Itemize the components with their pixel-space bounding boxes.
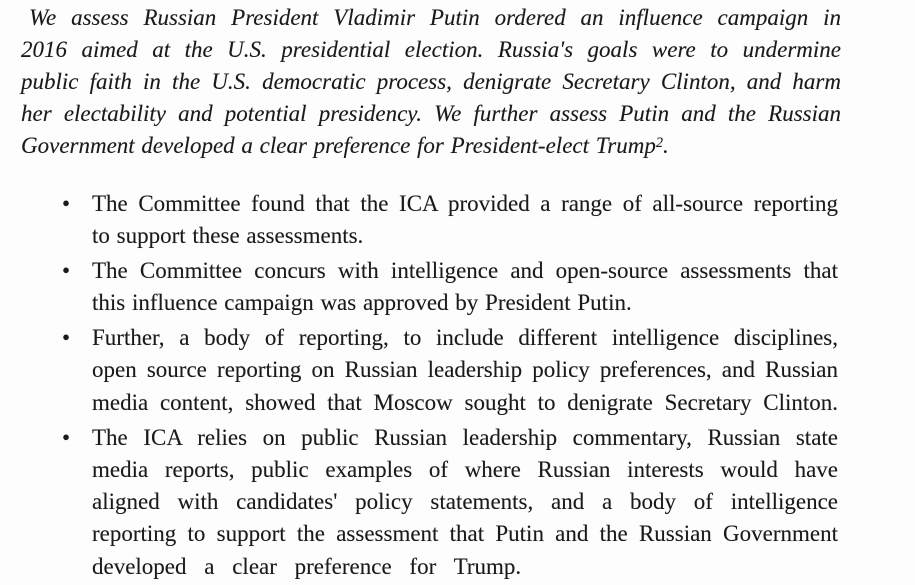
text-segment: Government developed a clear preference for President-elect Trump — [21, 133, 656, 158]
assessment-paragraph-line: 2016 aimed at the U.S. presidential election. Russia's goals were to undermine — [21, 37, 841, 62]
assessment-paragraph — [21, 2, 841, 162]
bullet-item — [62, 322, 838, 419]
assessment-paragraph-line — [21, 130, 841, 162]
bullet-icon: • — [62, 424, 71, 450]
bullet-text-line: The Committee concurs with intelligence and open-source assessments that — [92, 258, 838, 284]
assessment-paragraph-line: her electability and potential presidency. We further assess Putin and the Russian — [21, 101, 841, 126]
assessment-paragraph-line: public faith in the U.S. democratic process, denigrate Secretary Clinton, and harm — [21, 69, 841, 94]
bullet-item — [62, 255, 838, 320]
bullet-text-line: aligned with candidates' policy statements, and a body of intelligence — [92, 489, 838, 515]
bullet-item — [62, 422, 838, 583]
bullet-item — [62, 188, 838, 253]
bullet-text-line: open source reporting on Russian leadership policy preferences, and Russian — [92, 357, 838, 383]
bullet-text-line: to support these assessments. — [92, 223, 364, 249]
bullet-text-line: this influence campaign was approved by President Putin. — [92, 290, 632, 316]
bullet-icon: • — [62, 325, 71, 351]
bullet-text — [92, 422, 838, 583]
bullet-text-line: media reports, public examples of where Russian interests would have — [92, 456, 838, 482]
bullet-text-line: media content, showed that Moscow sought to denigrate Secretary Clinton. — [92, 389, 838, 415]
bullet-text-line: developed a clear preference for Trump. — [92, 553, 522, 579]
bullet-icon: • — [62, 258, 71, 284]
assessment-paragraph-line: We assess Russian President Vladimir Putin ordered an influence campaign in — [29, 5, 841, 30]
bullet-text-line: The Committee found that the ICA provided a range of all-source reporting — [92, 191, 838, 216]
bullet-text-line: The ICA relies on public Russian leadership commentary, Russian state — [92, 424, 838, 450]
bullet-icon: • — [62, 191, 71, 216]
bullet-text-line: Further, a body of reporting, to include different intelligence disciplines, — [92, 325, 838, 351]
bullet-text — [92, 255, 838, 320]
text-segment: . — [662, 133, 669, 158]
footnote-reference: 2 — [655, 134, 663, 151]
document-page — [0, 2, 915, 585]
bullet-text — [92, 322, 838, 419]
bullet-list — [62, 188, 838, 583]
bullet-text — [92, 188, 838, 253]
bullet-text-line: reporting to support the assessment that Putin and the Russian Government — [92, 521, 838, 547]
